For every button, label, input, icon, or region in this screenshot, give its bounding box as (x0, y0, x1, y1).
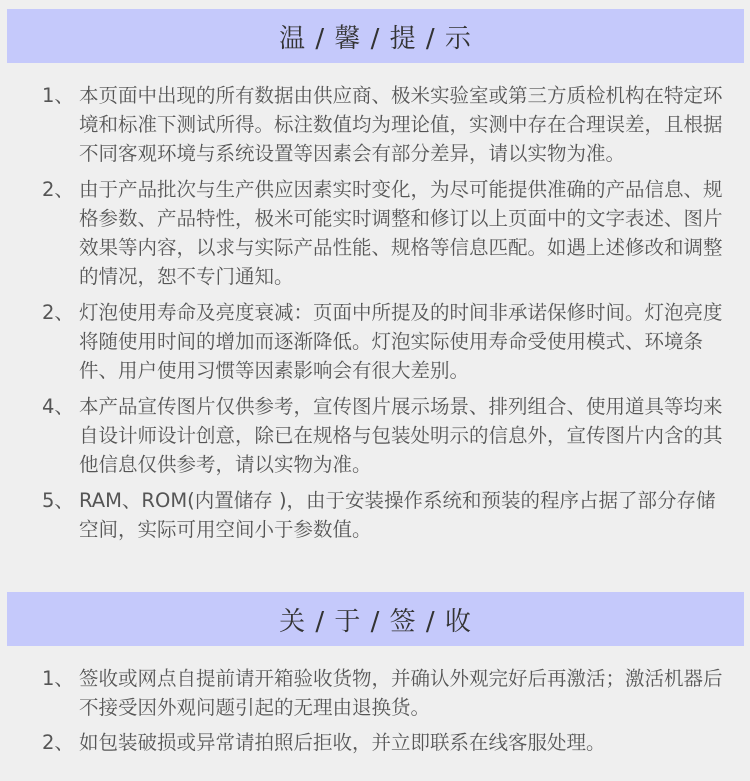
list-item (0, 298, 750, 385)
item-number: 1、 (42, 667, 74, 690)
list-item (0, 392, 750, 479)
item-number: 4、 (42, 395, 74, 418)
item-number: 1、 (42, 84, 74, 107)
item-text: 本页面中出现的所有数据由供应商、极米实验室或第三方质检机构在特定环境和标准下测试所得。标注数值均为理论值，实测中存在合理误差，且根据不同客观环境与系统设置等因素会有部分差异，请以实物为准。 (79, 84, 723, 165)
receipt-list (0, 664, 750, 763)
item-text: 签收或网点自提前请开箱验收货物，并确认外观完好后再激活；激活机器后不接受因外观问题引起的无理由退换货。 (79, 667, 723, 719)
item-text: 如包装破损或异常请拍照后拒收，并立即联系在线客服处理。 (79, 731, 606, 754)
section-banner-warm-tips (7, 9, 744, 63)
item-number: 2、 (42, 731, 74, 754)
item-number: 2、 (42, 301, 74, 324)
item-number: 5、 (42, 489, 74, 512)
list-item (0, 728, 750, 757)
item-text: 由于产品批次与生产供应因素实时变化，为尽可能提供准确的产品信息、规格参数、产品特性，极米可能实时调整和修订以上页面中的文字表述、图片效果等内容，以求与实际产品性能、规格等信息匹配。如遇上述修改和调整的情况，恕不专门通知。 (79, 178, 723, 288)
section-banner-receipt (7, 592, 744, 646)
section-title: 温 / 馨 / 提 / 示 (279, 23, 472, 54)
list-item (0, 486, 750, 544)
item-text: 灯泡使用寿命及亮度衰减：页面中所提及的时间非承诺保修时间。灯泡亮度将随使用时间的增加而逐渐降低。灯泡实际使用寿命受使用模式、环境条件、用户使用习惯等因素影响会有很大差别。 (79, 301, 723, 382)
list-item (0, 175, 750, 291)
list-item (0, 664, 750, 722)
warm-tips-list (0, 81, 750, 551)
list-item (0, 81, 750, 168)
section-title: 关 / 于 / 签 / 收 (279, 606, 472, 637)
item-text: RAM、ROM(内置储存 )，由于安装操作系统和预装的程序占据了部分存储空间，实际可用空间小于参数值。 (79, 489, 716, 541)
item-text: 本产品宣传图片仅供参考，宣传图片展示场景、排列组合、使用道具等均来自设计师设计创意，除已在规格与包装处明示的信息外，宣传图片内含的其他信息仅供参考，请以实物为准。 (79, 395, 723, 476)
item-number: 2、 (42, 178, 74, 201)
